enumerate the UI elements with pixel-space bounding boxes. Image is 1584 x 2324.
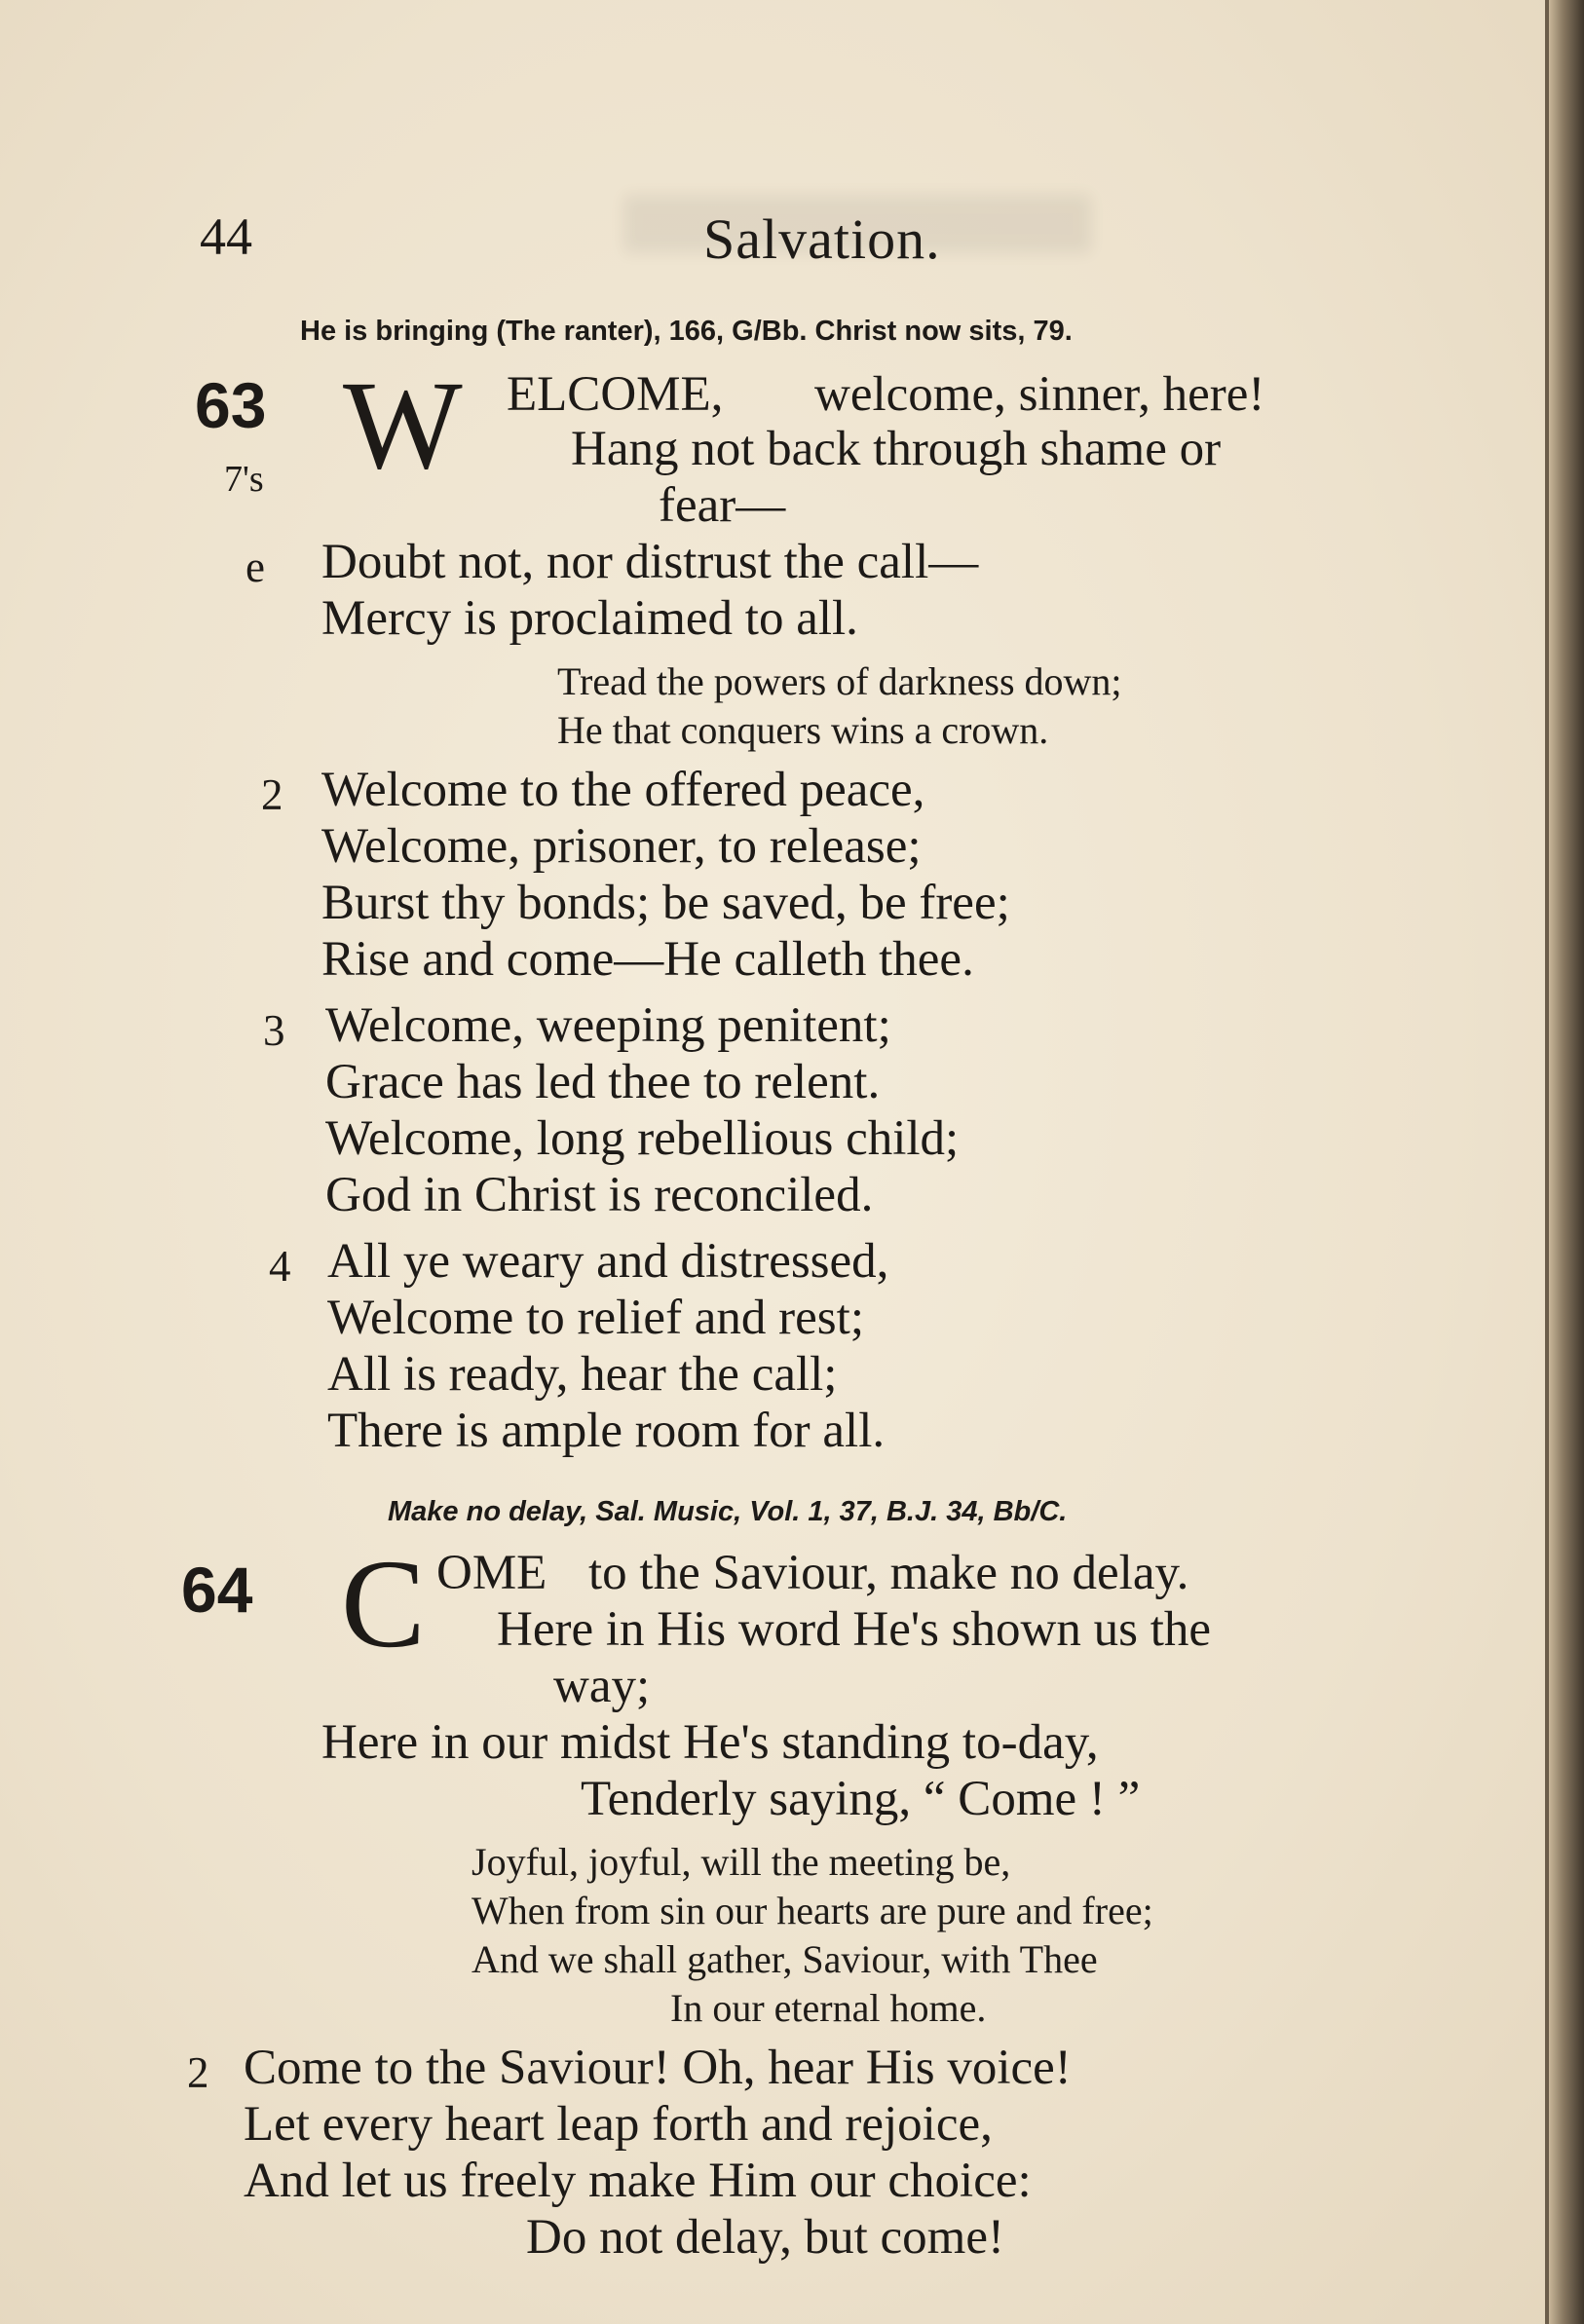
hymn-63-first-word: ELCOME,	[507, 367, 724, 422]
hymn-63-line: Welcome, long rebellious child;	[325, 1111, 960, 1166]
hymn-63-verse-marker: 2	[261, 770, 283, 819]
hymn-64-number: 64	[181, 1554, 253, 1626]
hymn-63-number: 63	[195, 369, 267, 441]
hymn-63-verse-marker: 4	[269, 1242, 291, 1291]
hymn-64-chorus-line: And we shall gather, Saviour, with Thee	[471, 1937, 1098, 1981]
hymn-63-line: Welcome, weeping penitent;	[325, 998, 891, 1053]
hymn-63-line: God in Christ is reconciled.	[325, 1168, 874, 1222]
hymn-63-line: All ye weary and distressed,	[327, 1234, 889, 1289]
hymn-63-line: Welcome to relief and rest;	[327, 1291, 864, 1345]
hymn-63-line: Welcome, prisoner, to release;	[321, 819, 922, 874]
hymn-63-line: welcome, sinner, here!	[814, 367, 1265, 422]
hymn-64-chorus-line: When from sin our hearts are pure and free;	[471, 1889, 1153, 1932]
hymn-63-line: Grace has led thee to relent.	[325, 1055, 881, 1109]
hymn-64-chorus-line: Joyful, joyful, will the meeting be,	[471, 1840, 1011, 1884]
hymn-64-first-word: OME	[436, 1546, 547, 1600]
hymn-64-line: to the Saviour, make no delay.	[588, 1546, 1189, 1600]
hymn-64-chorus-line: In our eternal home.	[670, 1986, 987, 2030]
hymn-63-line: Rise and come—He calleth thee.	[321, 932, 974, 987]
hymn-64-line: Do not delay, but come!	[526, 2210, 1004, 2265]
hymn-64-drop-cap: C	[341, 1534, 426, 1674]
hymn-64-line: Let every heart leap forth and rejoice,	[244, 2097, 993, 2152]
hymn-63-line: Doubt not, nor distrust the call—	[321, 535, 979, 589]
hymn-63-verse-marker: 3	[263, 1006, 285, 1055]
hymn-64-line: Tenderly saying, “ Come ! ”	[581, 1772, 1141, 1826]
hymn-63-line: fear—	[659, 478, 786, 533]
hymn-63-meter: 7's	[224, 459, 264, 500]
hymn-64-line: way;	[553, 1659, 651, 1713]
hymn-63-line: All is ready, hear the call;	[327, 1347, 838, 1402]
hymn-64-tune-line: Make no delay, Sal. Music, Vol. 1, 37, B.J. 34, Bb/C.	[388, 1496, 1068, 1527]
hymn-63-line: Mercy is proclaimed to all.	[321, 591, 858, 646]
hymn-63-chorus-line: He that conquers wins a crown.	[557, 708, 1049, 752]
hymn-63-line: Hang not back through shame or	[571, 422, 1222, 476]
hymn-64-line: Here in our midst He's standing to-day,	[321, 1715, 1099, 1770]
hymn-63-line: There is ample room for all.	[327, 1404, 886, 1458]
book-spine-edge	[1549, 0, 1584, 2324]
hymn-63-drop-cap: W	[343, 356, 463, 496]
hymn-64-line: Here in His word He's shown us the	[497, 1602, 1212, 1657]
hymn-64-line: And let us freely make Him our choice:	[244, 2154, 1032, 2208]
hymn-64-verse-marker: 2	[187, 2048, 209, 2097]
hymn-63-line: Welcome to the offered peace,	[321, 763, 925, 817]
hymn-63-line: Burst thy bonds; be saved, be free;	[321, 876, 1010, 930]
hymn-63-chorus-line: Tread the powers of darkness down;	[557, 659, 1122, 703]
hymn-63-verse-marker: e	[245, 543, 265, 591]
hymn-63-tune-line: He is bringing (The ranter), 166, G/Bb. Christ now sits, 79.	[300, 316, 1073, 347]
running-head: Salvation.	[703, 207, 941, 271]
page-number: 44	[200, 207, 252, 266]
hymn-64-line: Come to the Saviour! Oh, hear His voice!	[244, 2041, 1072, 2095]
